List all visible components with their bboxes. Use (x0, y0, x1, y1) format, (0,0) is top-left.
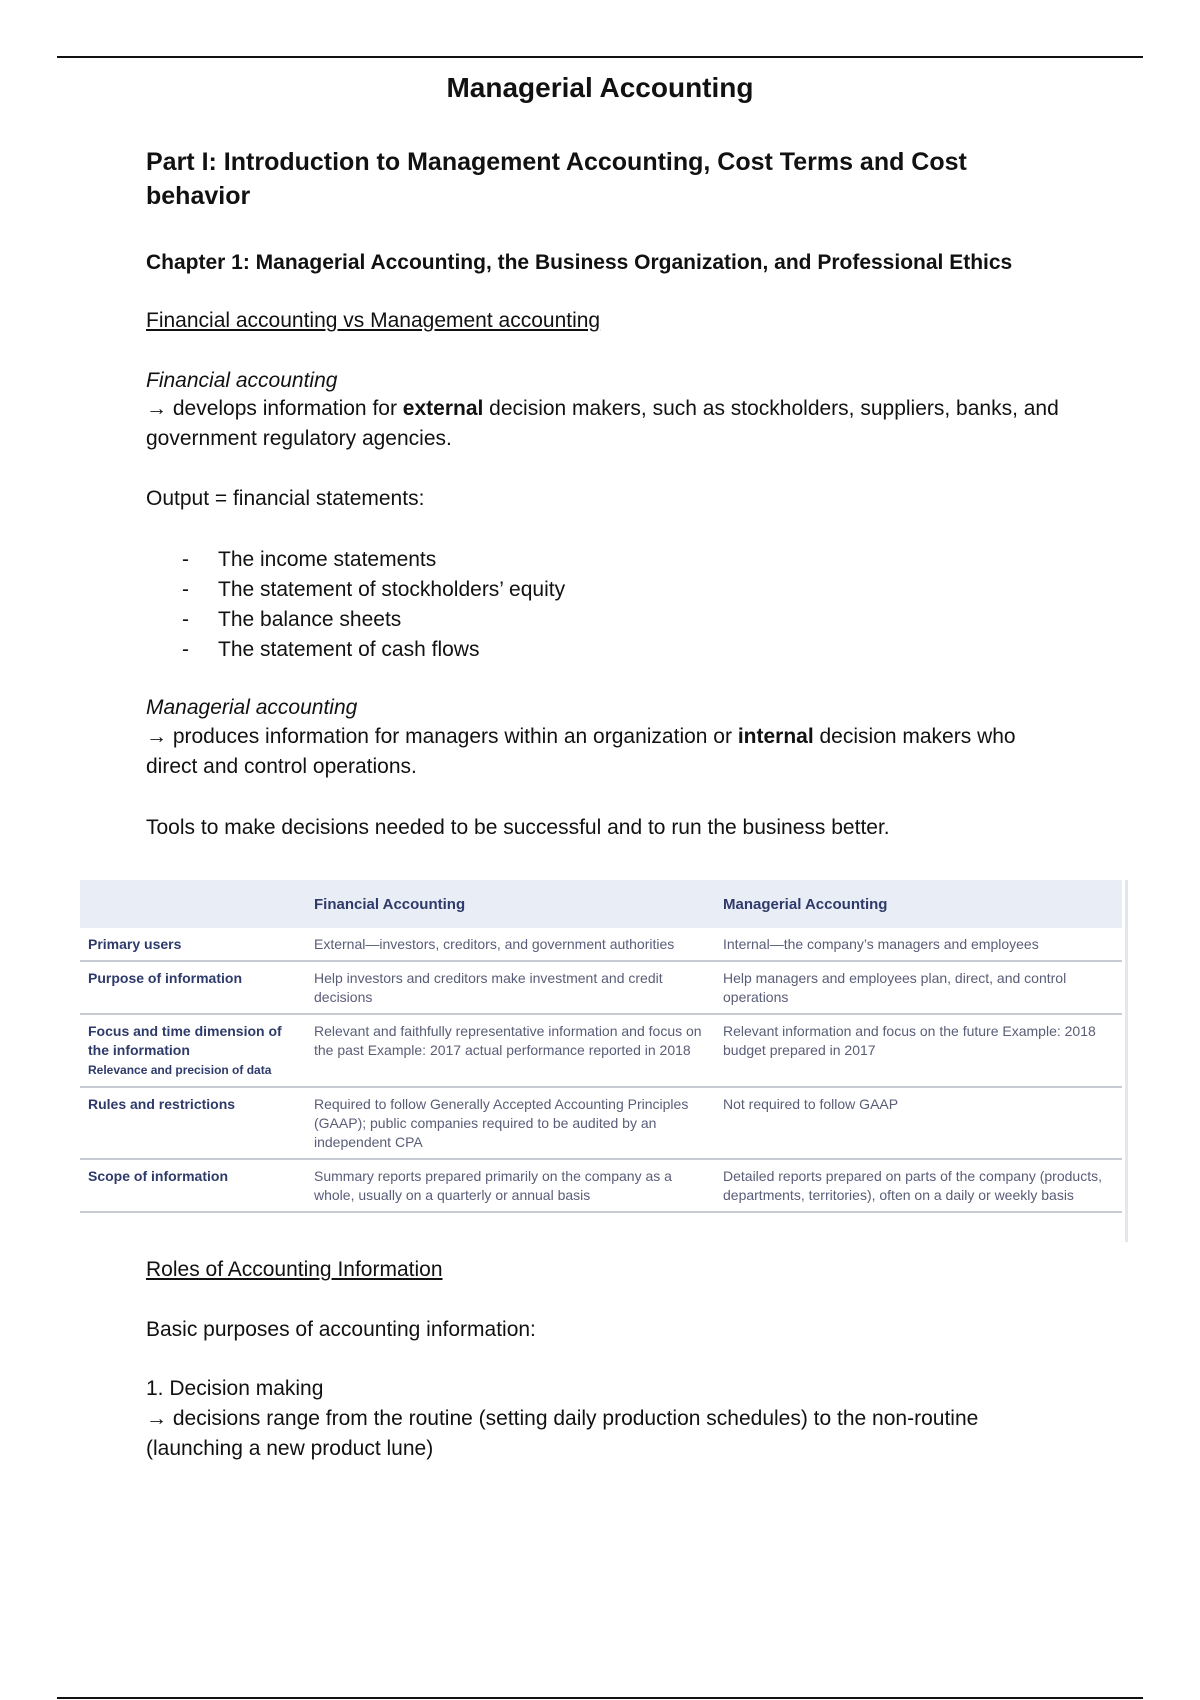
table-cell: Summary reports prepared primarily on the company as a whole, usually on a quarterly or annual basis (306, 1159, 715, 1212)
section-heading-text: Financial accounting vs Management accounting (146, 309, 601, 332)
part-heading: Part I: Introduction to Management Accounting, Cost Terms and Cost behavior (146, 148, 967, 210)
document-title: Managerial Accounting (446, 72, 754, 103)
tools-line: Tools to make decisions needed to be successful and to run the business better. (146, 816, 890, 839)
row-sublabel: Relevance and precision of data (88, 1063, 272, 1077)
comparison-table-figure (80, 880, 1125, 1213)
table-cell: Relevant and faithfully representative information and focus on the past Example: 2017 actual performance reported in 2018 (306, 1014, 715, 1087)
section-heading-roles (146, 1255, 1066, 1285)
statement-list (146, 545, 1066, 665)
table-cell: Help investors and creditors make investment and credit decisions (306, 961, 715, 1014)
table-row (80, 961, 1122, 1014)
table-header-row (80, 880, 1122, 928)
table-cell: Internal—the company’s managers and employees (715, 928, 1122, 961)
section-heading-fin-vs-man (146, 306, 1066, 336)
basic-purposes-line: Basic purposes of accounting information: (146, 1318, 536, 1341)
row-label: Scope of information (80, 1159, 306, 1212)
row-label: Rules and restrictions (80, 1087, 306, 1159)
table-header-cell: Managerial Accounting (715, 880, 1122, 928)
table-header-cell (80, 880, 306, 928)
table-row (80, 1159, 1122, 1212)
financial-accounting-label: Financial accounting (146, 369, 338, 392)
table-row (80, 1014, 1122, 1087)
list-item: - The statement of stockholders’ equity (182, 578, 566, 601)
table-cell: External—investors, creditors, and government authorities (306, 928, 715, 961)
output-line: Output = financial statements: (146, 487, 425, 510)
table-cell: Help managers and employees plan, direct, and control operations (715, 961, 1122, 1014)
comparison-table (80, 880, 1122, 1213)
table-cell: Required to follow Generally Accepted Accounting Principles (GAAP); public companies required to be audited by an independent CPA (306, 1087, 715, 1159)
row-label: Primary users (80, 928, 306, 961)
chapter-heading: Chapter 1: Managerial Accounting, the Business Organization, and Professional Ethics (146, 251, 1013, 274)
top-rule (57, 56, 1143, 58)
list-item: - The statement of cash flows (182, 638, 480, 661)
managerial-accounting-text: → produces information for managers within an organization or internal decision makers who direct and control operations. (146, 725, 1016, 778)
table-row (80, 928, 1122, 961)
arrow-icon: → (146, 397, 167, 420)
managerial-accounting-label: Managerial accounting (146, 696, 358, 719)
bottom-rule (57, 1697, 1143, 1699)
list-item: - The balance sheets (182, 608, 402, 631)
table-row (80, 1087, 1122, 1159)
section-heading-text: Roles of Accounting Information (146, 1258, 443, 1281)
row-label: Focus and time dimension of the information Relevance and precision of data (80, 1014, 306, 1087)
financial-accounting-text: → develops information for external decision makers, such as stockholders, suppliers, banks, and government regulatory agencies. (146, 397, 1059, 450)
table-cell: Not required to follow GAAP (715, 1087, 1122, 1159)
arrow-icon: → (146, 1407, 167, 1430)
arrow-icon: → (146, 725, 167, 748)
table-cell: Relevant information and focus on the future Example: 2018 budget prepared in 2017 (715, 1014, 1122, 1087)
decision-making-text: → decisions range from the routine (setting daily production schedules) to the non-routine (launching a new product lune) (146, 1407, 979, 1460)
table-cell: Detailed reports prepared on parts of the company (products, departments, territories), often on a daily or weekly basis (715, 1159, 1122, 1212)
row-label: Purpose of information (80, 961, 306, 1014)
list-item: - The income statements (182, 548, 437, 571)
decision-making-item: 1. Decision making (146, 1377, 324, 1400)
table-header-cell: Financial Accounting (306, 880, 715, 928)
